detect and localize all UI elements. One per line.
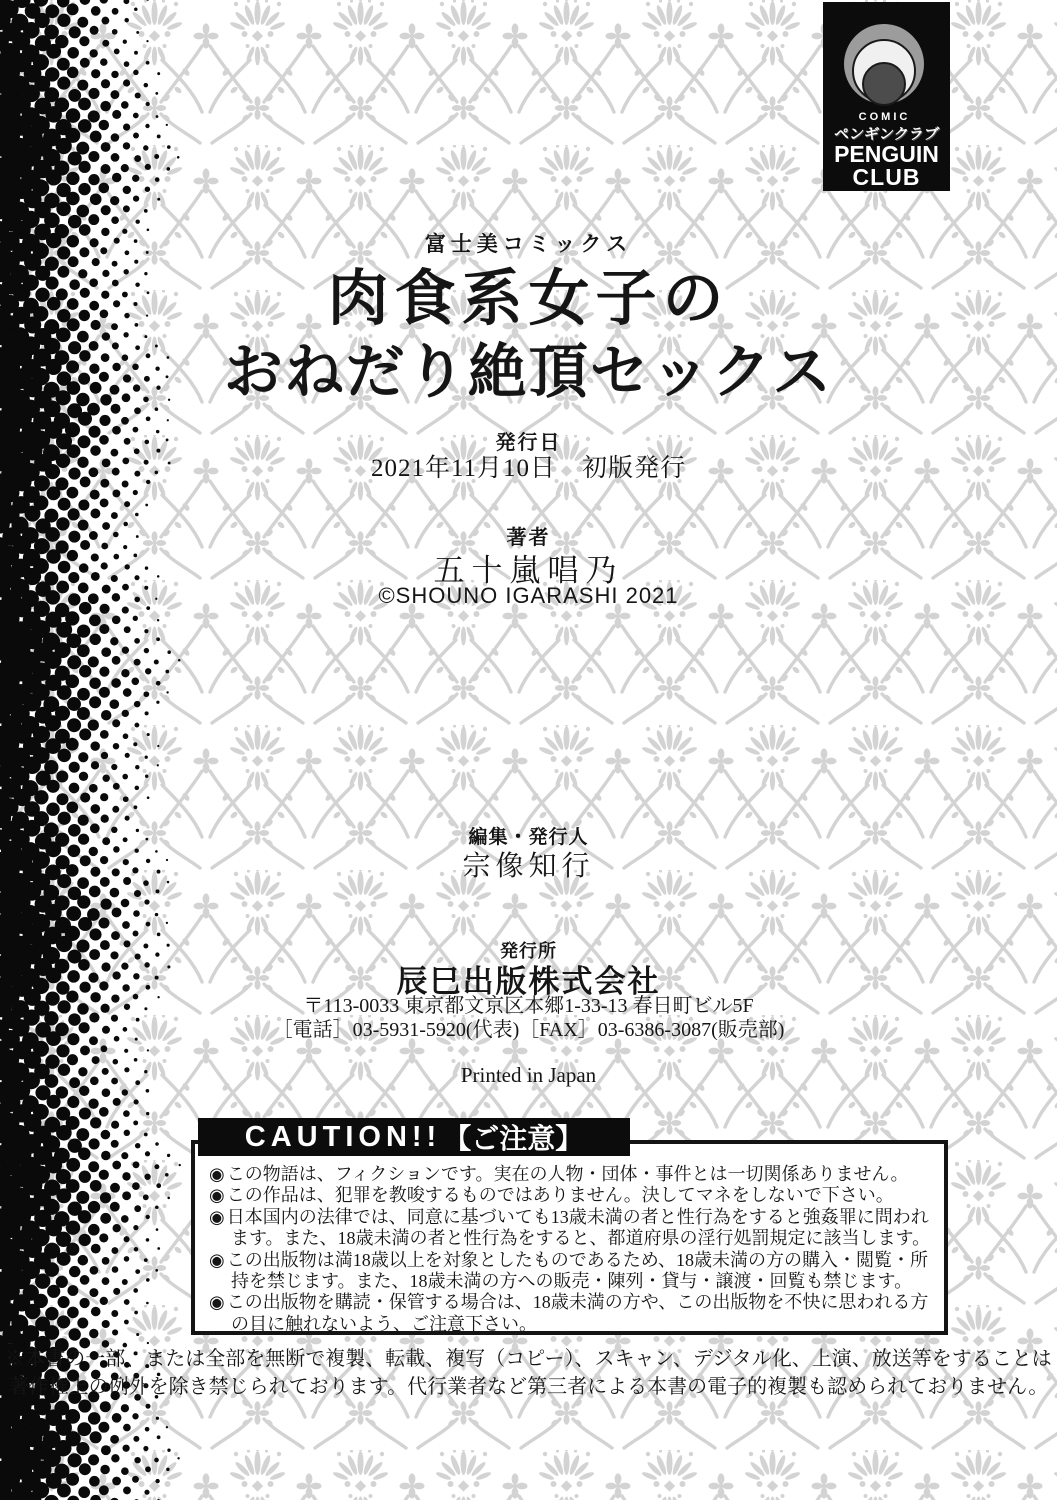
- imprint-label: 富士美コミックス: [424, 233, 633, 256]
- issue-date: 2021年11月10日 初版発行: [370, 455, 687, 482]
- author-name: 五十嵐唱乃: [433, 553, 624, 588]
- caution-item-text: この物語は、フィクションです。実在の人物・団体・事件とは一切関係ありません。: [226, 1164, 909, 1184]
- logo-comic-text: COMIC: [858, 111, 911, 123]
- caution-header-en: CAUTION!!: [244, 1120, 442, 1153]
- publisher-phone-fax: ［電話］03-5931-5920(代表)［FAX］03-6386-3087(販売部): [272, 1019, 785, 1041]
- fisheye-bullet-icon: ◉: [209, 1164, 225, 1184]
- fisheye-bullet-icon: ◉: [209, 1249, 225, 1270]
- penguin-mark-icon: [823, 2, 950, 112]
- caution-item-text: この出版物を購読・保管する場合は、18歳未満の方や、この出版物を不快に思われる方の目に触れないよう、ご注意下さい。: [226, 1292, 929, 1334]
- author-copyright: ©SHOUNO IGARASHI 2021: [378, 583, 679, 608]
- caution-header: [198, 1118, 630, 1156]
- caution-item-text: 日本国内の法律では、同意に基づいても13歳未満の者と性行為をすると強姦罪に問われます。また、18歳未満の者と性行為をすると、都道府県の淫行処罰規定に該当します。: [226, 1206, 931, 1249]
- editor-name: 宗像知行: [462, 851, 595, 882]
- copyright-footnote: [0, 1346, 1057, 1401]
- caution-item: [209, 1292, 932, 1335]
- caution-item-text: この作品は、犯罪を教唆するものではありません。決してマネをしないで下さい。: [226, 1185, 894, 1206]
- caution-header-jp: 【ご注意】: [443, 1124, 584, 1155]
- penguin-club-logo: [823, 2, 950, 191]
- publisher-address: 〒113-0033 東京都文京区本郷1-33-13 春日町ビル5F: [303, 995, 754, 1017]
- footnote-line2: 著作権上の例外を除き禁じられております。代行業者など第三者による本書の電子的複製も認められておりません。: [8, 1375, 1049, 1398]
- logo-club-text: CLUB: [852, 164, 921, 190]
- fisheye-bullet-icon: ◉: [209, 1292, 225, 1313]
- logo-penguin-text: PENGUIN: [834, 141, 939, 167]
- fisheye-bullet-icon: ◉: [209, 1206, 225, 1227]
- book-title-line1: 肉食系女子の: [327, 266, 730, 333]
- book-title-line2: おねだり絶頂セックス: [223, 339, 834, 405]
- caution-list: [195, 1144, 944, 1335]
- footnote-line1: ※本書の一部、または全部を無断で複製、転載、複写（コピー）、スキャン、デジタル化、上演、放送等をすることは: [5, 1348, 1052, 1370]
- author-heading: 著者: [506, 527, 551, 549]
- caution-item: [209, 1207, 932, 1250]
- editor-heading: 編集・発行人: [468, 827, 589, 848]
- printed-in-japan: Printed in Japan: [460, 1063, 597, 1087]
- publisher-heading: 発行所: [500, 941, 557, 961]
- issue-heading: 発行日: [495, 432, 562, 454]
- logo-katakana-text: ペンギンクラブ: [833, 126, 940, 143]
- caution-item: [209, 1250, 932, 1293]
- caution-item: [209, 1185, 932, 1206]
- caution-item: [209, 1164, 932, 1185]
- publisher-name: 辰巳出版株式会社: [396, 964, 661, 999]
- fisheye-bullet-icon: ◉: [209, 1185, 225, 1206]
- caution-item-text: この出版物は満18歳以上を対象としたものであるため、18歳未満の方の購入・閲覧・所持を禁じます。また、18歳未満の方への販売・陳列・貸与・譲渡・回覧も禁じます。: [226, 1249, 928, 1292]
- caution-box: [191, 1140, 948, 1335]
